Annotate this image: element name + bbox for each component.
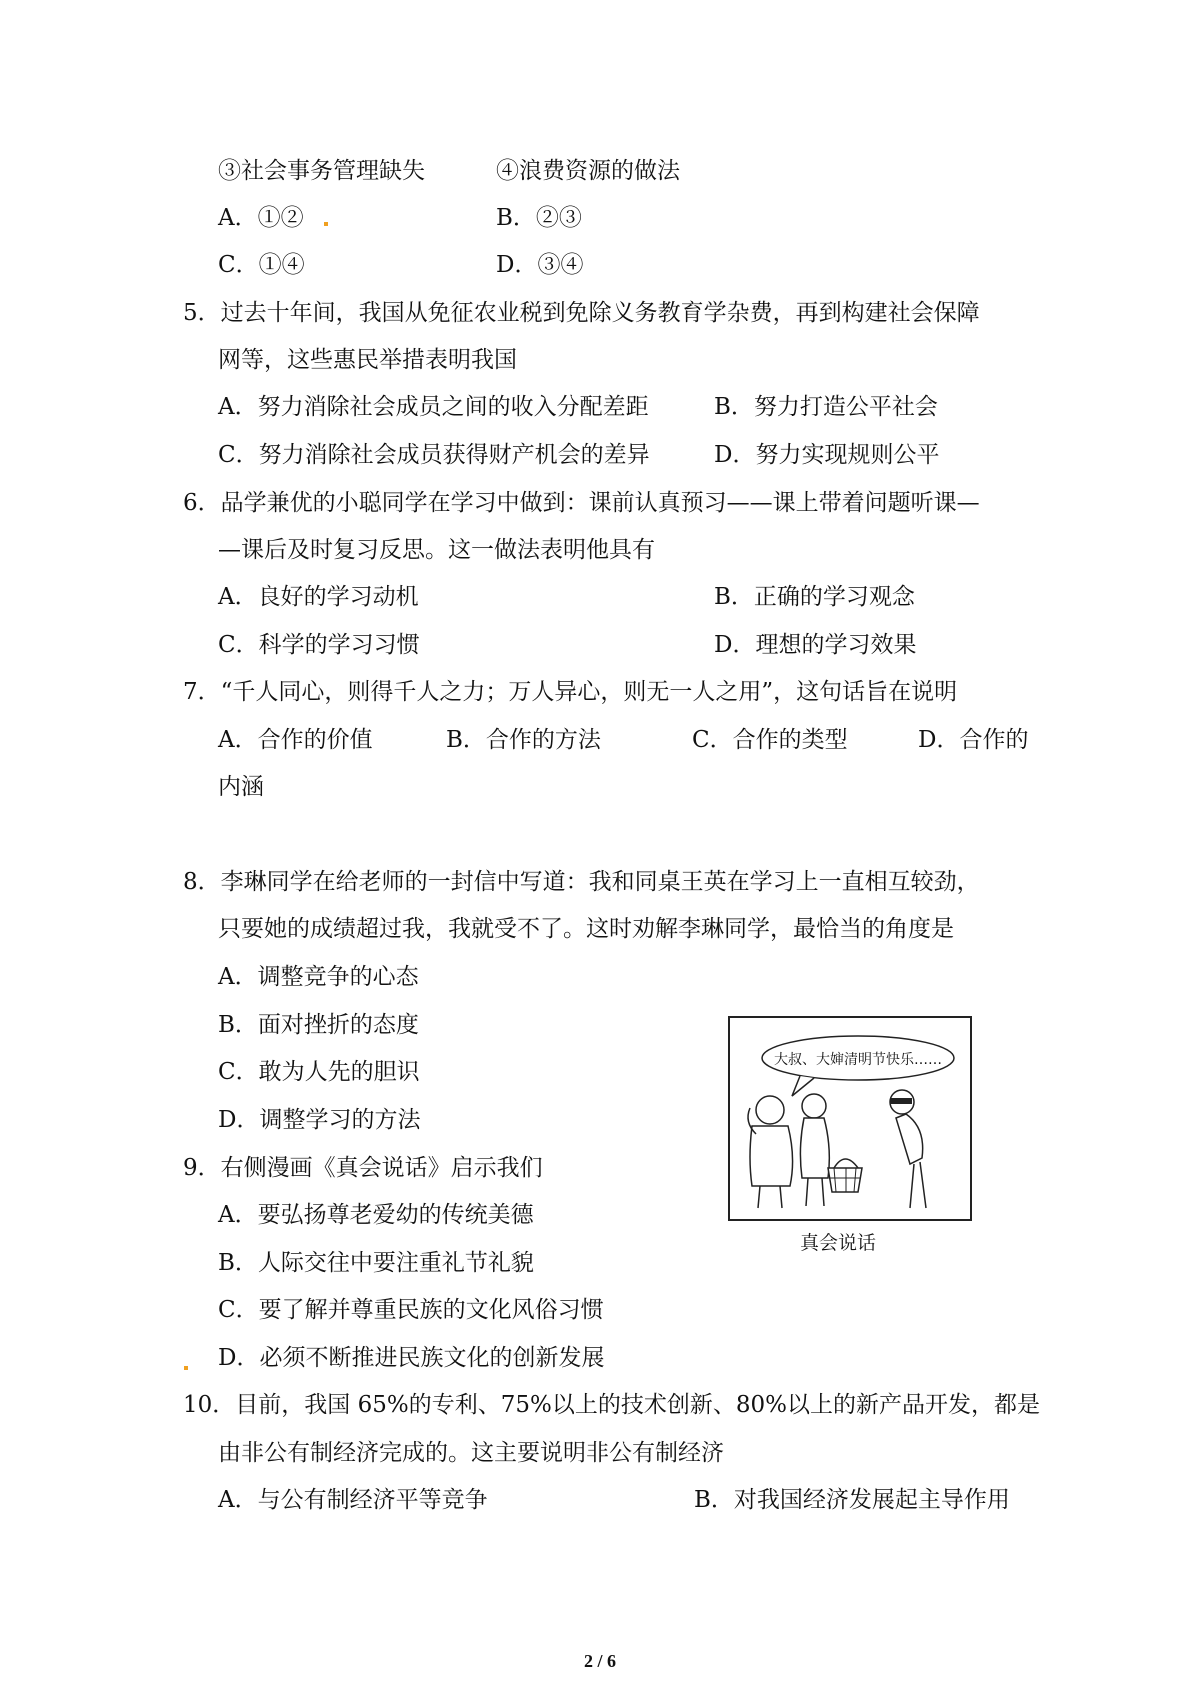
q8-option-b: B．面对挫折的态度 [218, 1012, 419, 1038]
q8-stem-line1: 8．李琳同学在给老师的一封信中写道：我和同桌王英在学习上一直相互较劲， [183, 869, 980, 895]
q4-option-d: D．③④ [496, 252, 584, 278]
q6-option-b: B．正确的学习观念 [714, 584, 915, 610]
q10-option-b: B．对我国经济发展起主导作用 [694, 1487, 1010, 1513]
q5-option-b: B．努力打造公平社会 [714, 394, 938, 420]
q10-option-a: A．与公有制经济平等竞争 [218, 1487, 488, 1513]
q6-stem-line2: —课后及时复习反思。这一做法表明他具有 [218, 537, 655, 563]
q9-option-c: C．要了解并尊重民族的文化风俗习惯 [218, 1297, 604, 1323]
q5-option-a: A．努力消除社会成员之间的收入分配差距 [218, 394, 649, 420]
q9-option-b: B．人际交往中要注重礼节礼貌 [218, 1250, 534, 1276]
q9-stem: 9．右侧漫画《真会说话》启示我们 [183, 1155, 543, 1181]
q5-option-c: C．努力消除社会成员获得财产机会的差异 [218, 442, 650, 468]
q8-option-d: D．调整学习的方法 [218, 1107, 421, 1133]
cartoon-drawing [730, 1018, 970, 1219]
mark-dot [184, 1366, 188, 1370]
cartoon-image [728, 1016, 972, 1221]
q7-stem: 7．“千人同心，则得千人之力；万人异心，则无一人之用”，这句话旨在说明 [183, 679, 958, 705]
q9-option-a: A．要弘扬尊老爱幼的传统美德 [218, 1202, 534, 1228]
q10-stem-line1: 10．目前，我国 65%的专利、75%以上的技术创新、80%以上的新产品开发，都是 [183, 1392, 1040, 1418]
q5-stem-line2: 网等，这些惠民举措表明我国 [218, 347, 517, 373]
cartoon-caption: 真会说话 [800, 1232, 877, 1254]
q6-option-d: D．理想的学习效果 [714, 632, 917, 658]
q4-option-a: A．①② [218, 205, 304, 231]
q8-option-c: C．敢为人先的胆识 [218, 1059, 420, 1085]
q7-option-d-continuation: 内涵 [218, 774, 264, 800]
q10-stem-line2: 由非公有制经济完成的。这主要说明非公有制经济 [218, 1440, 724, 1466]
q7-option-d: D．合作的 [918, 727, 1029, 753]
q6-option-c: C．科学的学习习惯 [218, 632, 420, 658]
q4-option-b: B．②③ [496, 205, 582, 231]
q4-item-3: ③社会事务管理缺失 [218, 158, 425, 184]
cartoon-speech-text: 大叔、大婶清明节快乐…… [774, 1052, 942, 1068]
q9-option-d: D．必须不断推进民族文化的创新发展 [218, 1345, 605, 1371]
q4-option-c: C．①④ [218, 252, 305, 278]
q6-stem-line1: 6．品学兼优的小聪同学在学习中做到：课前认真预习——课上带着问题听课— [183, 490, 980, 516]
mark-dot [324, 222, 328, 226]
q5-stem-line1: 5．过去十年间，我国从免征农业税到免除义务教育学杂费，再到构建社会保障 [183, 300, 980, 326]
q6-option-a: A．良好的学习动机 [218, 584, 419, 610]
page-number: 2 / 6 [583, 1651, 616, 1671]
q7-option-c: C．合作的类型 [692, 727, 848, 753]
q8-stem-line2: 只要她的成绩超过我，我就受不了。这时劝解李琳同学，最恰当的角度是 [218, 916, 954, 942]
q5-option-d: D．努力实现规则公平 [714, 442, 940, 468]
q7-option-a: A．合作的价值 [218, 727, 373, 753]
q4-item-4: ④浪费资源的做法 [496, 158, 680, 184]
q8-option-a: A．调整竞争的心态 [218, 964, 419, 990]
q7-option-b: B．合作的方法 [446, 727, 601, 753]
